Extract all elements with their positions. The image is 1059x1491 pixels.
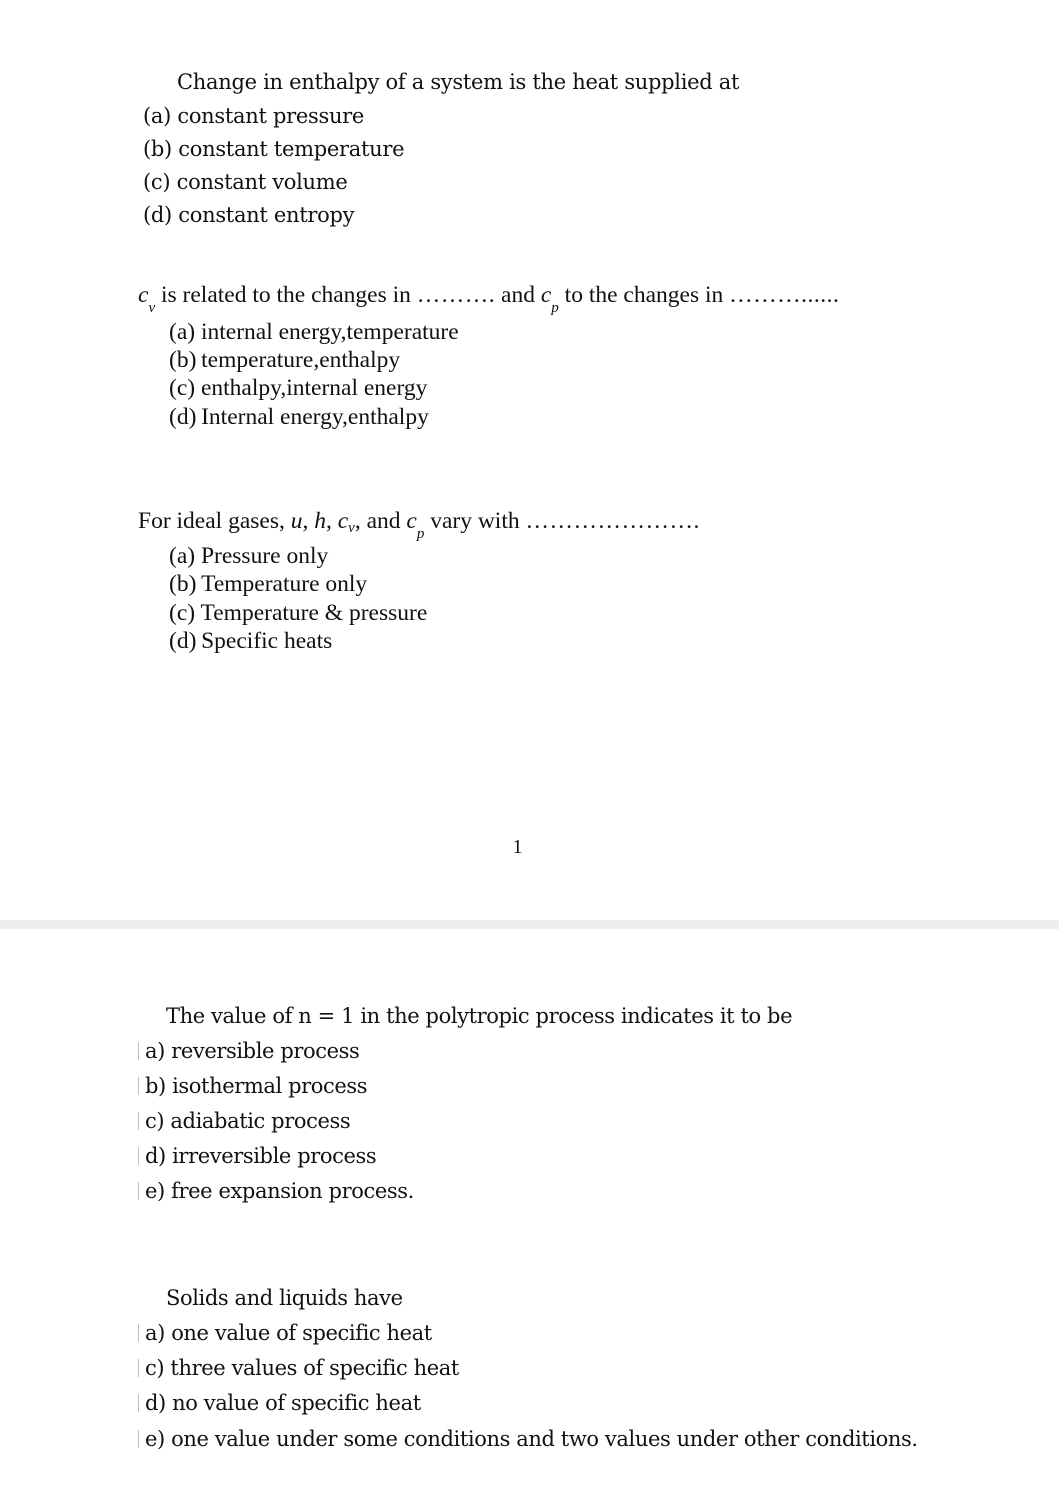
question-3-option-b: (b) Temperature only bbox=[169, 571, 368, 597]
question-2-text-2: and bbox=[495, 282, 541, 308]
page-separator bbox=[0, 920, 1059, 929]
question-3-option-a: (a) Pressure only bbox=[169, 543, 329, 569]
question-5-option-c bbox=[138, 1358, 459, 1379]
question-2-option-c: (c) enthalpy,internal energy bbox=[169, 375, 428, 401]
page-number: 1 bbox=[512, 836, 523, 858]
question-2-text-1: is related to the changes in bbox=[155, 282, 417, 308]
page-2 bbox=[0, 929, 1059, 1491]
clipped-bracket-mark bbox=[138, 1077, 145, 1095]
symbol-c: c bbox=[540, 282, 552, 308]
option-text: a) reversible process bbox=[145, 1039, 360, 1063]
separator: , bbox=[302, 508, 315, 534]
clipped-bracket-mark bbox=[138, 1430, 145, 1448]
question-4-option-a bbox=[138, 1041, 359, 1062]
blank-1: ………. bbox=[416, 282, 496, 308]
blank: …………………. bbox=[525, 508, 700, 534]
question-2-option-d: (d) Internal energy,enthalpy bbox=[169, 404, 429, 430]
question-5-option-e bbox=[138, 1429, 918, 1450]
clipped-bracket-mark bbox=[138, 1182, 145, 1200]
question-3-option-d: (d) Specific heats bbox=[169, 628, 333, 654]
option-text: d) irreversible process bbox=[145, 1144, 377, 1168]
question-5-stem: Solids and liquids have bbox=[166, 1286, 403, 1310]
clipped-bracket-mark bbox=[138, 1112, 145, 1130]
separator: , bbox=[325, 508, 338, 534]
subscript-v: v bbox=[148, 300, 156, 316]
question-3-stem bbox=[138, 508, 700, 542]
question-1-option-d: (d) constant entropy bbox=[143, 203, 355, 227]
option-text: c) adiabatic process bbox=[145, 1109, 351, 1133]
separator: , and bbox=[354, 508, 407, 534]
question-1-option-b: (b) constant temperature bbox=[143, 137, 405, 161]
option-text: e) free expansion process. bbox=[145, 1179, 414, 1203]
symbol-h: h bbox=[314, 508, 326, 534]
subscript-v: v bbox=[348, 520, 355, 536]
option-text: a) one value of specific heat bbox=[145, 1321, 432, 1345]
question-2-stem bbox=[138, 282, 840, 316]
question-5-option-a bbox=[138, 1323, 432, 1344]
question-2-text-3: to the changes in bbox=[558, 282, 730, 308]
symbol-c: c bbox=[406, 508, 417, 534]
question-1-stem: Change in enthalpy of a system is the heat supplied at bbox=[177, 70, 740, 94]
subscript-p: p bbox=[416, 526, 425, 542]
question-4-option-c bbox=[138, 1111, 350, 1132]
question-5-option-d bbox=[138, 1393, 421, 1414]
clipped-bracket-mark bbox=[138, 1147, 145, 1165]
question-1-option-c: (c) constant volume bbox=[143, 170, 348, 194]
symbol-u: u bbox=[290, 508, 303, 534]
question-4-option-e bbox=[138, 1181, 414, 1202]
option-text: e) one value under some conditions and two values under other conditions. bbox=[145, 1427, 918, 1451]
question-3-text-1: For ideal gases, bbox=[138, 508, 291, 534]
question-4-option-d bbox=[138, 1146, 376, 1167]
question-3-text-2: vary with bbox=[424, 508, 526, 534]
option-text: d) no value of specific heat bbox=[145, 1391, 421, 1415]
option-text: b) isothermal process bbox=[145, 1074, 368, 1098]
clipped-bracket-mark bbox=[138, 1042, 145, 1060]
subscript-p: p bbox=[551, 300, 559, 316]
symbol-c: c bbox=[138, 282, 149, 308]
question-3-option-c: (c) Temperature & pressure bbox=[169, 600, 428, 626]
blank-2: ………...... bbox=[729, 282, 840, 308]
question-2-option-b: (b) temperature,enthalpy bbox=[169, 347, 401, 373]
clipped-bracket-mark bbox=[138, 1394, 145, 1412]
question-4-option-b bbox=[138, 1076, 367, 1097]
clipped-bracket-mark bbox=[138, 1324, 145, 1342]
symbol-c: c bbox=[337, 508, 349, 534]
option-text: c) three values of specific heat bbox=[145, 1356, 459, 1380]
clipped-bracket-mark bbox=[138, 1359, 145, 1377]
question-4-stem: The value of n = 1 in the polytropic process indicates it to be bbox=[166, 1004, 793, 1028]
question-1-option-a: (a) constant pressure bbox=[143, 104, 365, 128]
question-2-option-a: (a) internal energy,temperature bbox=[169, 319, 459, 345]
